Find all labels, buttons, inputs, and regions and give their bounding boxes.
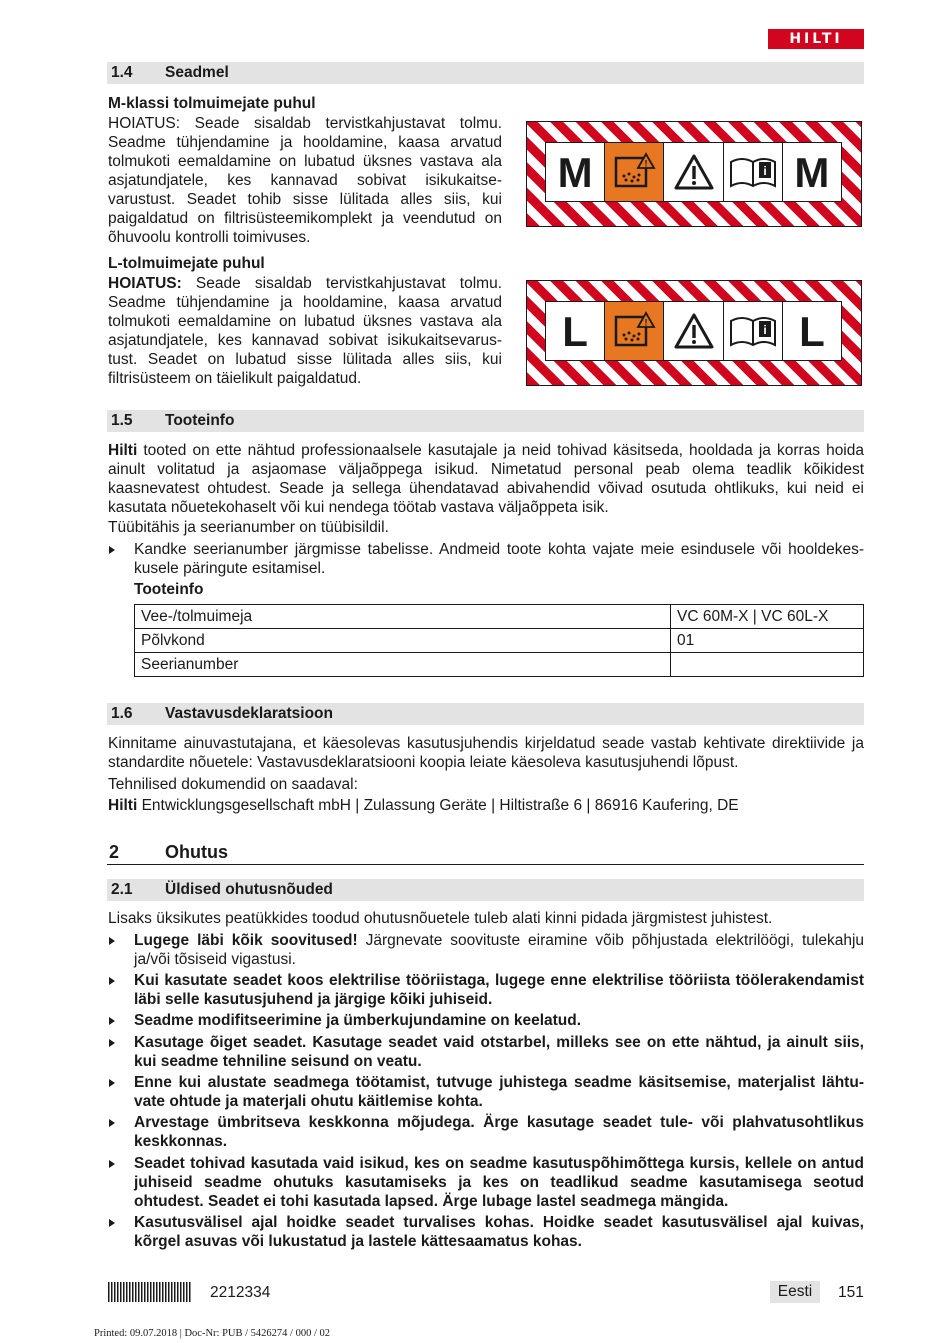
- list-item-text: Kasutage õiget seadet. Kasutage seadet vaid otstarbel, milleks see on ette nähtud, ja ainult siis, kui seadme tehniline seisund on veatu.: [134, 1034, 864, 1070]
- m-class-heading: M-klassi tolmuimejate puhul: [108, 95, 316, 112]
- label-letter-m-right: M: [794, 148, 830, 196]
- section-2-1-header: [107, 879, 864, 901]
- brand-name: Hilti: [108, 442, 138, 459]
- product-info-table: [134, 604, 864, 677]
- list-item-rest: Järgnevate soovituste eiramine võib põhjustada elektrilöögi, tulekahju ja/või tõsiseid vigastusi.: [134, 932, 865, 968]
- label-letter-l-right: L: [799, 307, 825, 355]
- table-row: [135, 653, 864, 677]
- svg-text:!: !: [644, 317, 648, 328]
- list-item-text: Enne kui alustate seadmega töötamist, tutvuge juhistega seadme käsitsemise, materjalist lähtuvate ohtude ja materjali ohutu käitlemise kohta.: [134, 1074, 864, 1110]
- bullet-arrow-icon: [109, 1079, 115, 1087]
- document-number: 2212334: [210, 1284, 271, 1301]
- brand-name: Hilti: [108, 797, 138, 814]
- bullet-arrow-icon: [109, 937, 115, 945]
- list-item-text: Seadet tohivad kasutada vaid isikud, kes on seadme kasutuspõhimõttega kursis, kellele on antud juhiseid seadme ohutuks kasutamiseks ja kes on teadlikud seadme kasutamisega seotud ohtudest. Seadet ei tohi kasutada lapsed. Ärge lubage lastel seadmega mängida.: [134, 1155, 864, 1210]
- section-title: Seadmel: [165, 64, 229, 81]
- section-number: 1.4: [111, 64, 133, 81]
- product-info-paragraph: [108, 441, 864, 517]
- list-item-text: Arvestage ümbritseva keskkonna mõjudega. Ärge kasutage seadet tule- või plahvatusohtlikus keskkonnas.: [134, 1114, 864, 1150]
- table-row: [135, 605, 864, 629]
- chapter-number: 2: [109, 842, 120, 862]
- dust-hazard-icon: [605, 143, 664, 201]
- table-cell-label: Põlvkond: [135, 629, 671, 653]
- svg-text:i: i: [763, 323, 767, 337]
- dust-hazard-icon: [605, 302, 664, 360]
- serial-number-field[interactable]: [671, 653, 864, 677]
- l-class-warning-text: Seade sisaldab tervistkahjustavat tolmu. Seadme tühjendamine ja hooldamine, kaasa arvatud tolmukoti eemaldamine on lubatud üksnes vastava ala asjatundjatele, kes kannavad sobivat isikukaitsevarustust. Seadet on lubatud sisse lülitada alles siis, kui filtrisüsteem on täielikult paigaldatud.: [108, 275, 502, 387]
- table-title: Tooteinfo: [134, 581, 204, 598]
- svg-text:i: i: [763, 164, 767, 178]
- conformity-paragraph: Kinnitame ainuvastutajana, et käesolevas kasutusjuhendis kirjeldatud seade vastab kehtivate direktiivide ja standardite nõuetele: Vastavusdeklaratsiooni koopia leiate käesoleva kasutusjuhendi lõpust.: [108, 735, 864, 771]
- bullet-arrow-icon: [109, 546, 115, 554]
- chapter-2-heading: [107, 840, 864, 865]
- section-title: Üldised ohutusnõuded: [165, 881, 333, 898]
- hilti-logo: HILTI: [768, 29, 864, 49]
- bullet-arrow-icon: [109, 1017, 115, 1025]
- manufacturer-address: [108, 796, 864, 815]
- label-letter-m: M: [546, 143, 605, 201]
- bullet-arrow-icon: [109, 1039, 115, 1047]
- label-letter-l: L: [546, 302, 605, 360]
- section-number: 1.5: [111, 412, 133, 429]
- table-cell-label: Vee-/tolmuimeja: [135, 605, 671, 629]
- warning-triangle-icon: [664, 143, 723, 201]
- section-1-6-header: [107, 703, 864, 725]
- m-class-warning: HOIATUS: Seade sisaldab tervistkahjustavat tolmu. Seadme tühjendamine ja hooldamine, kaasa arvatud tolmukoti eemaldamine on lubatud üksnes vastava ala asjatundjatele, kes kannavad sobivat isikukaitsevarustust. Seadet tohib sisse lülitada alles siis, kui paigaldatud on filtrisüsteemikomplekt ja veendutud on õhuvoolu kontrolli toimivuses.: [108, 115, 502, 246]
- warning-triangle-icon: [664, 302, 723, 360]
- address-text: Entwicklungsgesellschaft mbH | Zulassung Geräte | Hiltistraße 6 | 86916 Kaufering, DE: [137, 797, 739, 814]
- section-title: Vastavusdeklaratsioon: [165, 705, 333, 722]
- list-item-text: Kandke seerianumber järgmisse tabelisse. Andmeid toote kohta vajate meie esindusele või hooldekeskusele päringute esitamisel.: [134, 541, 864, 577]
- section-number: 1.6: [111, 705, 133, 722]
- print-stamp: Printed: 09.07.2018 | Doc-Nr: PUB / 5426274 / 000 / 02: [94, 1328, 331, 1339]
- section-number: 2.1: [111, 881, 133, 898]
- warning-word: HOIATUS:: [108, 275, 182, 292]
- table-cell-value: VC 60M-X | VC 60L-X: [671, 605, 864, 629]
- page-number: 151: [838, 1284, 864, 1301]
- l-class-warning: [108, 274, 502, 388]
- tech-docs-note: Tehnilised dokumendid on saadaval:: [108, 776, 358, 793]
- list-item-emphasis: Lugege läbi kõik soovitused!: [134, 932, 358, 949]
- list-item-text: Kui kasutate seadet koos elektrilise tööriistaga, lugege enne elektrilise tööriista töölerakendamist läbi selle kasutusjuhend ja järgige kõiki juhiseid.: [134, 972, 864, 1008]
- safety-intro: Lisaks üksikutes peatükkides toodud ohutusnõuetele tuleb alati kinni pidada järgmistest juhistest.: [108, 910, 773, 927]
- read-manual-icon: [724, 302, 783, 360]
- barcode-icon: [108, 1282, 192, 1302]
- list-item: [108, 540, 864, 580]
- table-row: [135, 629, 864, 653]
- product-info-text: tooted on ette nähtud professionaalsele kasutajale ja neid tohivad käsitseda, hooldada ja korras hoida ainult volitatud ja asjaomase väljaõppega isikud. Nimetatud personal peab olema teadlik kõikidest kaasnevatest ohtudest. Seade ja sellega ühendatavad abivahendid võivad osutuda ohtlikuks, kui neid ei kasutata nõuetekohaselt või kui nendega töötab vastava väljaõppeta isik.: [108, 442, 864, 516]
- bullet-arrow-icon: [109, 1160, 115, 1168]
- chapter-title: Ohutus: [165, 842, 228, 862]
- read-manual-icon: [724, 143, 783, 201]
- table-cell-label: Seerianumber: [135, 653, 671, 677]
- type-plate-note: Tüübitähis ja seerianumber on tüübisildil.: [108, 519, 389, 536]
- language-badge: Eesti: [770, 1281, 820, 1303]
- section-1-5-header: [107, 410, 864, 432]
- section-1-4-header: [107, 62, 864, 84]
- list-item-text: [134, 931, 864, 969]
- bullet-arrow-icon: [109, 1219, 115, 1227]
- section-title: Tooteinfo: [165, 412, 235, 429]
- l-class-warning-label: [526, 280, 862, 386]
- svg-text:!: !: [644, 158, 648, 169]
- m-class-warning-label: [526, 121, 862, 227]
- l-class-heading: L-tolmuimejate puhul: [108, 255, 265, 272]
- list-item-text: Seadme modifitseerimine ja ümberkujundamine on keelatud.: [134, 1012, 582, 1029]
- list-item-text: Kasutusvälisel ajal hoidke seadet turvalises kohas. Hoidke seadet kasutusvälisel ajal kuivas, kõrgel asuvas või lukustatud ja lastele kättesaamatus kohas.: [134, 1214, 864, 1250]
- bullet-arrow-icon: [109, 977, 115, 985]
- bullet-arrow-icon: [109, 1119, 115, 1127]
- table-cell-value: 01: [671, 629, 864, 653]
